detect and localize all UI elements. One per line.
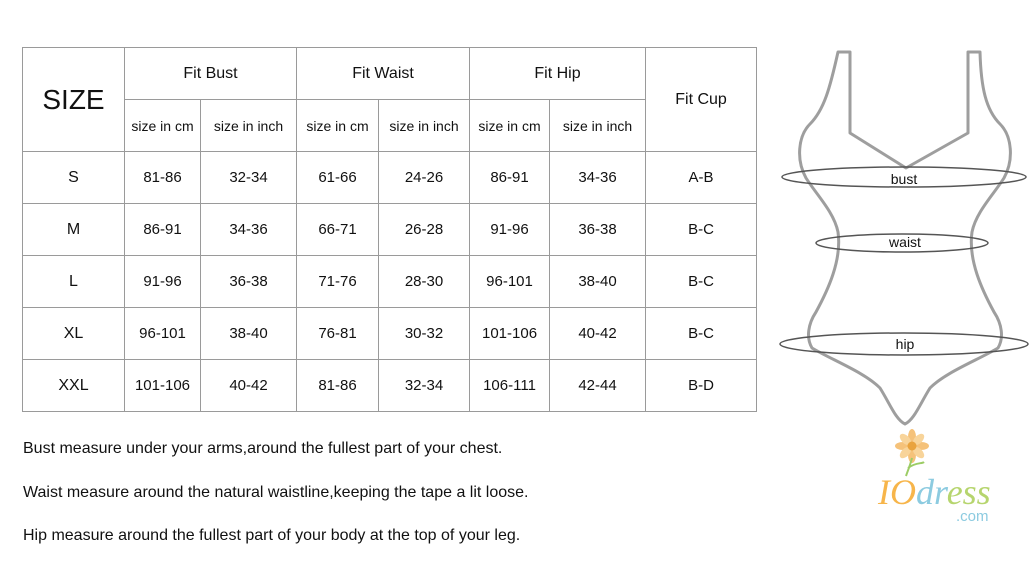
waist-cm-cell: 66-71	[297, 204, 379, 256]
waist-cm-cell: 61-66	[297, 152, 379, 204]
size-chart-table	[22, 47, 757, 412]
size-header: SIZE	[23, 48, 125, 152]
fit-cup-header: Fit Cup	[646, 48, 757, 152]
hip-inch-cell: 38-40	[550, 256, 646, 308]
hip-cm-header: size in cm	[470, 100, 550, 152]
logo-domain: .com	[956, 508, 989, 525]
hip-cm-cell: 101-106	[470, 308, 550, 360]
table-row	[23, 308, 757, 360]
waist-measure-note: Waist measure around the natural waistline,keeping the tape a lit loose.	[23, 484, 529, 501]
size-cell: XXL	[23, 360, 125, 412]
size-cell: XL	[23, 308, 125, 360]
hip-measure-note: Hip measure around the fullest part of your body at the top of your leg.	[23, 527, 521, 544]
fit-waist-header: Fit Waist	[297, 48, 470, 100]
hip-label: hip	[895, 336, 915, 352]
size-cell: L	[23, 256, 125, 308]
waist-cm-cell: 81-86	[297, 360, 379, 412]
hip-cm-cell: 106-111	[470, 360, 550, 412]
bust-inch-cell: 40-42	[201, 360, 297, 412]
header-row-groups	[23, 48, 757, 100]
waist-inch-cell: 24-26	[379, 152, 470, 204]
table-row	[23, 256, 757, 308]
fit-hip-header: Fit Hip	[470, 48, 646, 100]
cup-cell: A-B	[646, 152, 757, 204]
waist-inch-cell: 30-32	[379, 308, 470, 360]
cup-cell: B-C	[646, 256, 757, 308]
iodress-logo	[872, 428, 1022, 528]
cup-cell: B-D	[646, 360, 757, 412]
bust-inch-cell: 36-38	[201, 256, 297, 308]
hip-inch-cell: 36-38	[550, 204, 646, 256]
waist-inch-header: size in inch	[379, 100, 470, 152]
cup-cell: B-C	[646, 204, 757, 256]
hip-cm-cell: 86-91	[470, 152, 550, 204]
waist-inch-cell: 32-34	[379, 360, 470, 412]
bust-cm-cell: 81-86	[125, 152, 201, 204]
logo-part-3: ess	[946, 472, 991, 512]
bust-cm-header: size in cm	[125, 100, 201, 152]
size-cell: S	[23, 152, 125, 204]
logo-part-1: IO	[878, 472, 916, 512]
swimsuit-measurement-figure	[770, 40, 1030, 440]
logo-part-2: dr	[916, 472, 947, 512]
waist-inch-cell: 28-30	[379, 256, 470, 308]
table-row	[23, 204, 757, 256]
bust-measure-note: Bust measure under your arms,around the fullest part of your chest.	[23, 440, 503, 457]
bust-label: bust	[890, 171, 918, 187]
size-cell: M	[23, 204, 125, 256]
table-row	[23, 360, 757, 412]
bust-cm-cell: 96-101	[125, 308, 201, 360]
bust-cm-cell: 86-91	[125, 204, 201, 256]
waist-cm-header: size in cm	[297, 100, 379, 152]
waist-cm-cell: 76-81	[297, 308, 379, 360]
bust-cm-cell: 101-106	[125, 360, 201, 412]
table-row	[23, 152, 757, 204]
hip-inch-cell: 40-42	[550, 308, 646, 360]
cup-cell: B-C	[646, 308, 757, 360]
logo-wordmark	[878, 474, 991, 510]
flower-icon	[886, 428, 946, 478]
waist-label: waist	[889, 234, 921, 250]
waist-inch-cell: 26-28	[379, 204, 470, 256]
hip-inch-cell: 34-36	[550, 152, 646, 204]
bust-inch-header: size in inch	[201, 100, 297, 152]
hip-inch-cell: 42-44	[550, 360, 646, 412]
bust-inch-cell: 38-40	[201, 308, 297, 360]
waist-cm-cell: 71-76	[297, 256, 379, 308]
bust-cm-cell: 91-96	[125, 256, 201, 308]
hip-cm-cell: 91-96	[470, 204, 550, 256]
hip-inch-header: size in inch	[550, 100, 646, 152]
bust-inch-cell: 32-34	[201, 152, 297, 204]
bust-inch-cell: 34-36	[201, 204, 297, 256]
hip-cm-cell: 96-101	[470, 256, 550, 308]
fit-bust-header: Fit Bust	[125, 48, 297, 100]
